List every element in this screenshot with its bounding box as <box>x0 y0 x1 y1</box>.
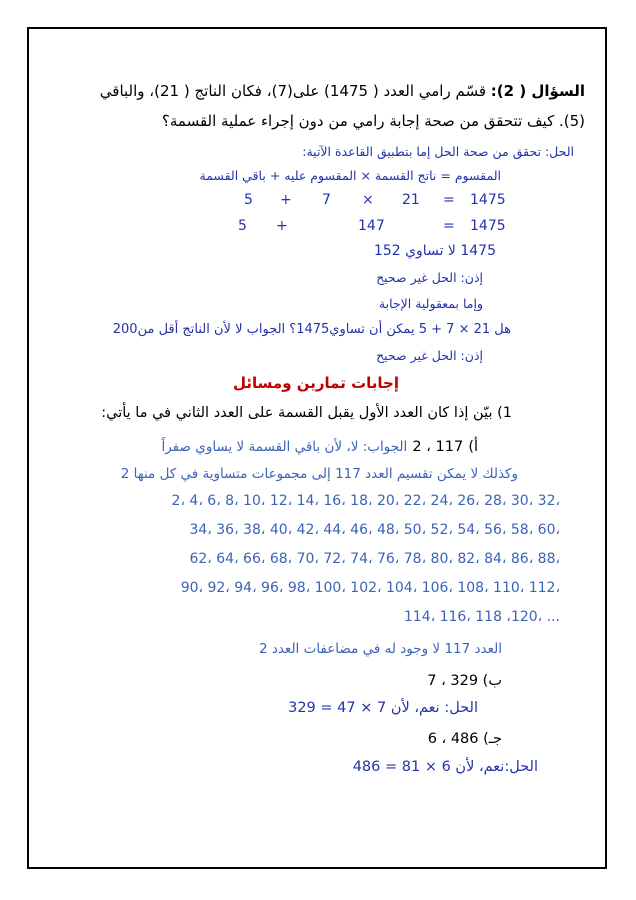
reasonableness-question: هل 21 × 7 + 5 يمكن أن تساوي1475؟ الجواب لا لأن الناتج أقل من200 <box>112 322 511 337</box>
multiples-line-4: 90، 92، 94، 96، 98، 100، 102، 104، 106، 108، 110، 112، <box>180 580 560 596</box>
solution-intro: الحل: تحقق من صحة الحل إما بتطبيق القاعدة الآتية: <box>302 144 574 159</box>
part-b-label: ب) 329 ، 7 <box>427 673 502 689</box>
conclusion-2: إذن: الحل غير صحيح <box>376 348 483 363</box>
part-c-label: جـ) 486 ، 6 <box>427 731 502 747</box>
alternative-method: وإما بمعقولية الإجابة <box>378 296 483 311</box>
question-2-line-1 <box>100 82 585 100</box>
part-a-label: أ) <box>468 439 478 455</box>
conclusion-1: إذن: الحل غير صحيح <box>376 270 483 285</box>
division-rule: المقسوم = ناتج القسمة × المقسوم عليه + باقي القسمة <box>199 168 501 183</box>
part-a-answer: الجواب: لا، لأن باقي القسمة لا يساوي صفراً <box>161 439 408 455</box>
row2-product: 147 <box>358 218 385 234</box>
multiples-line-1: 2، 4، 6، 8، 10، 12، 14، 16، 18، 20، 22، 24، 26، 28، 30، 32، <box>171 493 560 509</box>
question-2-text-1: قسّم رامي العدد ( 1475) على(7)، فكان الناتج ( 21)، والباقي <box>99 82 487 100</box>
multiples-line-2: 34، 36، 38، 40، 42، 44، 46، 48، 50، 52، 54، 56، 58، 60، <box>189 522 560 538</box>
multiples-line-5: 114، 116، 118 ،120، ... <box>403 609 560 625</box>
part-a-final: العدد 117 لا وجود له في مضاعفات العدد 2 <box>258 641 502 657</box>
row1-plus: + <box>280 192 292 208</box>
part-b-solution: الحل: نعم، لأن 7 × 47 = 329 <box>288 700 478 716</box>
row1-remainder: 5 <box>244 192 253 208</box>
multiples-line-3: 62، 64، 66، 68، 70، 72، 74، 76، 78، 80، 82، 84، 86، 88، <box>189 551 560 567</box>
row2-dividend: 1475 <box>470 218 506 234</box>
row2-remainder: 5 <box>238 218 247 234</box>
question-2-heading: السؤال ( 2): <box>490 82 585 100</box>
part-a-numbers: 117 ، 2 <box>412 439 464 455</box>
row1-quotient: 21 <box>402 192 420 208</box>
check-row-3: 1475 لا تساوي 152 <box>373 243 496 259</box>
part-c-solution: الحل:نعم، لأن 6 × 81 = 486 <box>352 759 538 775</box>
row2-plus: + <box>276 218 288 234</box>
part-a-line <box>161 436 478 455</box>
question-2-line-2: (5). كيف تتحقق من صحة إجابة رامي من دون إجراء عملية القسمة؟ <box>161 112 585 130</box>
row1-times: × <box>362 192 374 208</box>
row1-equals: = <box>443 192 455 208</box>
row1-divisor: 7 <box>322 192 331 208</box>
row2-equals: = <box>443 218 455 234</box>
exercise-1-prompt: 1) بيّن إذا كان العدد الأول يقبل القسمة على العدد الثاني في ما يأتي: <box>101 405 512 421</box>
section-title: إجابات تمارين ومسائل <box>233 374 399 392</box>
part-a-explanation: وكذلك لا يمكن تقسيم العدد 117 إلى مجموعات متساوية في كل منها 2 <box>120 466 518 482</box>
row1-dividend: 1475 <box>470 192 506 208</box>
